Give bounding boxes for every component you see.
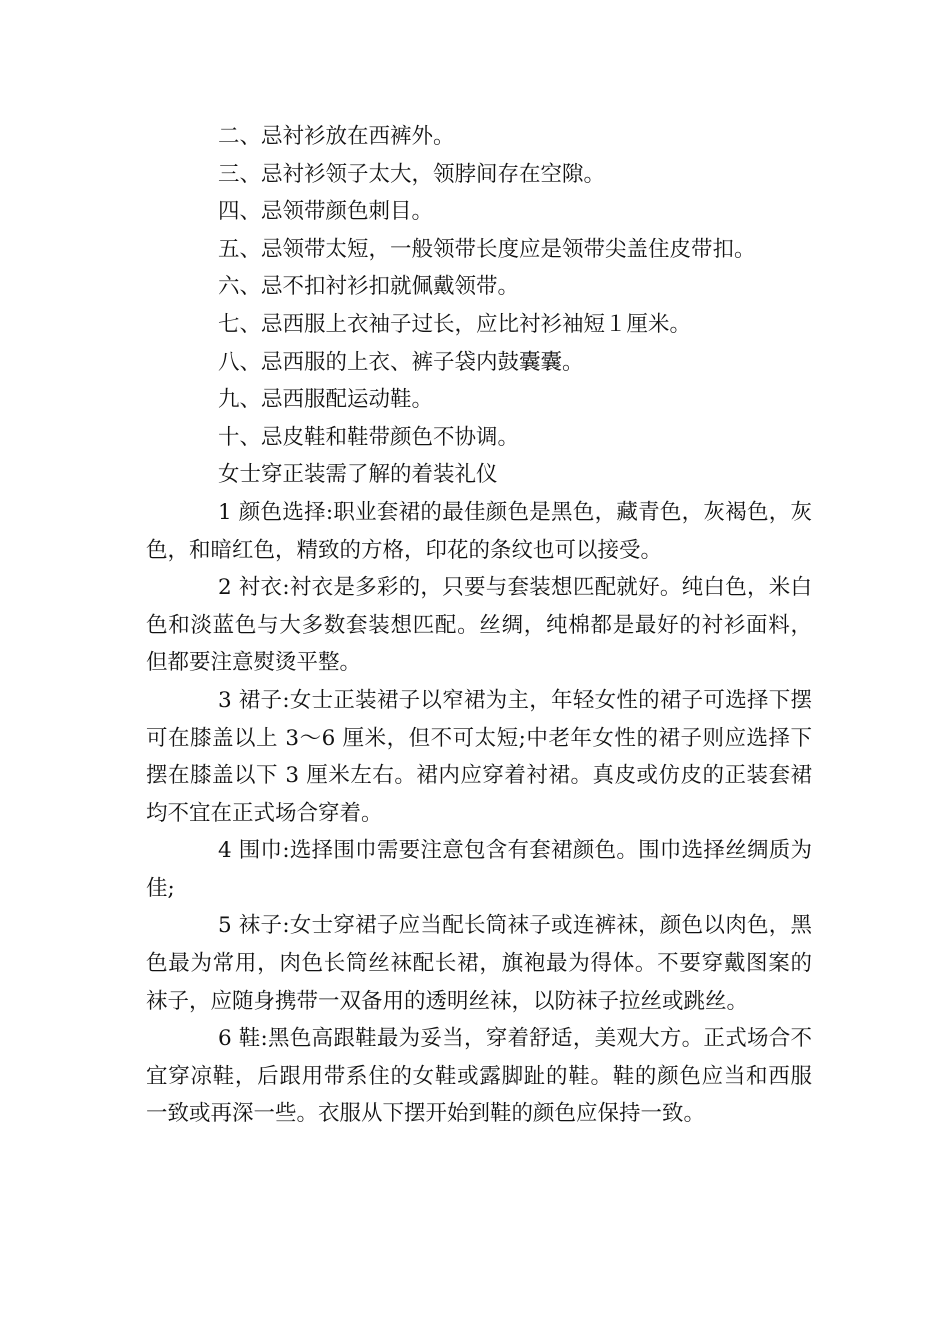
paragraph-stockings: 5 袜子:女士穿裙子应当配长筒袜子或连裤袜，颜色以肉色，黑色最为常用，肉色长筒丝袜配长裙，旗袍最为得体。不要穿戴图案的袜子，应随身携带一双备用的透明丝袜，以防袜子拉丝或跳丝。 [146,913,812,1014]
taboo-item-7: 七、忌西服上衣袖子过长，应比衬衫袖短１厘米。 [218,311,692,337]
taboo-item-2: 二、忌衬衫放在西裤外。 [218,124,455,149]
paragraph-shirt: 2 衬衣:衬衣是多彩的，只要与套装想匹配就好。纯白色，米白色和淡蓝色与大多数套装想匹配。丝绸，纯棉都是最好的衬衫面料，但都要注意熨烫平整。 [146,575,812,676]
paragraph-scarf: 4 围巾:选择围巾需要注意包含有套裙颜色。围巾选择丝绸质为佳; [146,838,812,901]
taboo-item-9: 九、忌西服配运动鞋。 [218,387,434,413]
taboo-item-10: 十、忌皮鞋和鞋带颜色不协调。 [218,424,520,450]
taboo-item-8: 八、忌西服的上衣、裤子袋内鼓囊囊。 [218,349,584,375]
taboo-item-4: 四、忌领带颜色刺目。 [218,199,434,225]
section-title: 女士穿正装需了解的着装礼仪 [218,462,498,488]
taboo-item-6: 六、忌不扣衬衫扣就佩戴领带。 [218,274,520,300]
taboo-item-5: 五、忌领带太短，一般领带长度应是领带尖盖住皮带扣。 [218,236,756,262]
taboo-item-3: 三、忌衬衫领子太大，领脖间存在空隙。 [218,161,606,187]
document-body [146,118,812,1133]
paragraph-skirt: 3 裙子:女士正装裙子以窄裙为主，年轻女性的裙子可选择下摆可在膝盖以上 3～6 厘米，但不可太短;中老年女性的裙子则应选择下摆在膝盖以下 3 厘米左右。裙内应穿着衬裙。真皮或仿皮的正装套裙均不宜在正式场合穿着。 [146,687,812,826]
paragraph-shoes: 6 鞋:黑色高跟鞋最为妥当，穿着舒适，美观大方。正式场合不宜穿凉鞋，后跟用带系住的女鞋或露脚趾的鞋。鞋的颜色应当和西服一致或再深一些。衣服从下摆开始到鞋的颜色应保持一致。 [146,1026,812,1127]
paragraph-color-choice: 1 颜色选择:职业套裙的最佳颜色是黑色，藏青色，灰褐色，灰色，和暗红色，精致的方格，印花的条纹也可以接受。 [146,499,812,563]
